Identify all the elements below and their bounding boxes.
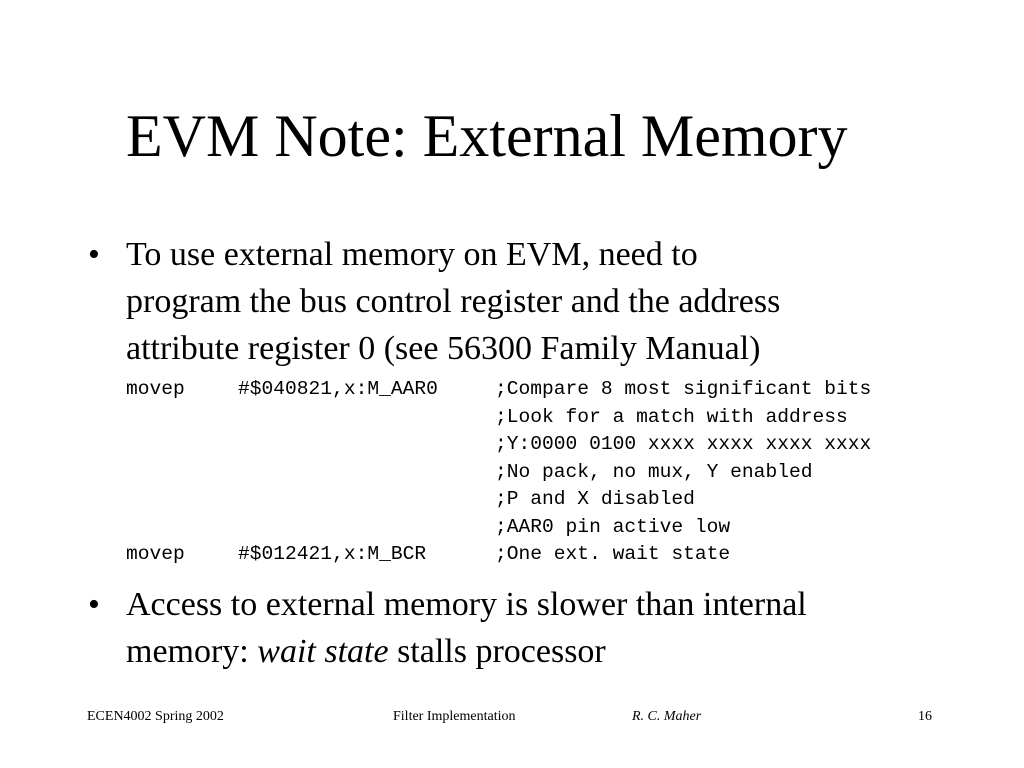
code-line xyxy=(126,541,871,569)
code-operand: #$012421,x:M_BCR xyxy=(238,543,427,565)
slide-title: EVM Note: External Memory xyxy=(126,103,848,169)
footer-course: ECEN4002 Spring 2002 xyxy=(87,709,224,724)
code-comment: ;P and X disabled xyxy=(495,488,695,510)
code-comment: ;Y:0000 0100 xxxx xxxx xxxx xxxx xyxy=(495,433,872,455)
code-line xyxy=(126,376,871,404)
footer-author: R. C. Maher xyxy=(632,709,702,724)
bullet-line xyxy=(126,628,946,675)
bullet-text xyxy=(126,231,946,372)
bullet-text xyxy=(126,581,946,675)
code-opcode: movep xyxy=(126,543,185,565)
code-comment: ;One ext. wait state xyxy=(495,543,731,565)
bullet-line: program the bus control register and the address xyxy=(126,283,781,320)
code-opcode: movep xyxy=(126,378,185,400)
code-comment: ;No pack, no mux, Y enabled xyxy=(495,460,813,483)
bullet-line: To use external memory on EVM, need to xyxy=(126,236,698,273)
page-number: 16 xyxy=(918,709,932,724)
code-listing xyxy=(126,376,871,569)
code-line xyxy=(126,431,871,459)
bullet-dot-icon: • xyxy=(88,236,100,273)
bullet-line: Access to external memory is slower than internal xyxy=(126,586,807,623)
code-comment: ;AAR0 pin active low xyxy=(495,515,731,538)
code-line xyxy=(126,514,871,542)
bullet-dot-icon: • xyxy=(88,586,100,623)
bullet-line-suffix: stalls processor xyxy=(388,633,606,670)
code-line xyxy=(126,404,871,432)
code-comment: ;Compare 8 most significant bits xyxy=(495,378,872,400)
code-line xyxy=(126,459,871,487)
footer-topic: Filter Implementation xyxy=(393,709,516,724)
bullet-line: attribute register 0 (see 56300 Family Manual) xyxy=(126,330,761,367)
code-line xyxy=(126,486,871,514)
code-operand: #$040821,x:M_AAR0 xyxy=(238,378,438,400)
bullet-line-prefix: memory: xyxy=(126,633,258,670)
emphasis-term: wait state xyxy=(257,633,389,670)
code-comment: ;Look for a match with address xyxy=(495,405,848,428)
